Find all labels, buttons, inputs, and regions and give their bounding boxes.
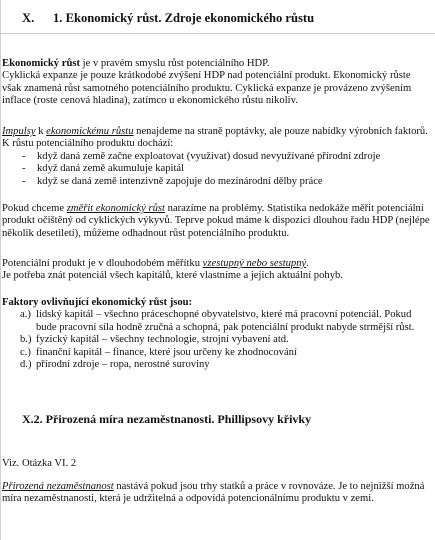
list-item <box>2 359 430 371</box>
list-item-text: lidský kapitál – všechno práceschopné obyvatelstvo, které má pracovní potenciál. Pokud bude pracovní síla hodně zručná a schopná, pak potenciální produkt nabyde strmější růst. <box>36 309 415 333</box>
natural-paragraph <box>2 481 430 506</box>
definition-text: je v pravém smyslu růst potenciálního HDP. <box>80 58 270 69</box>
section-heading-2: X.2. Přirozená míra nezaměstnanosti. Phillipsovy křivky <box>22 412 312 426</box>
measure-lead: Pokud chceme <box>2 203 67 214</box>
impulses-list <box>2 151 430 188</box>
list-item-text: přírodní zdroje – ropa, nerostné suroviny <box>36 359 210 371</box>
section-heading-1 <box>22 12 314 24</box>
list-item: - když daná země začne exploatovat (využívat) dosud nevyužívané přírodní zdroje <box>2 151 430 163</box>
list-item-text: fyzický kapitál – všechny technologie, strojní vybavení atd. <box>36 334 289 346</box>
list-item <box>2 309 430 334</box>
longrun-paragraph <box>2 258 430 283</box>
longrun-end: . <box>306 258 309 269</box>
list-item <box>2 334 430 346</box>
factors-list <box>2 309 430 371</box>
impulses-term: Impulsy <box>2 126 36 137</box>
reference-line: Viz. Otázka VI. 2 <box>2 458 77 469</box>
list-marker: a.) <box>20 309 31 321</box>
list-item-text: finanční kapitál – finance, které jsou určeny ke zhodnocování <box>36 346 297 358</box>
definition-term: Ekonomický růst <box>2 58 80 69</box>
measure-paragraph <box>2 203 430 240</box>
factors-section <box>2 297 430 371</box>
measure-text: narazíme na problémy. Statistika nedokáže měřit potenciální produkt očištěný od cyklických výkyvů. Teprve pokud máme k dispozici dlouhou řadu HDP (nejlépe několik desetiletí), můžeme odhadnout růst potenciálního produktu. <box>2 203 430 239</box>
longrun-lead: Potenciální produkt je v dlouhodobém měřítku <box>2 258 203 269</box>
longrun-detail: Je potřeba znát potenciál všech kapitálů, které vlastníme a jejich aktuální pohyb. <box>2 270 343 282</box>
heading-number: X. <box>22 11 35 25</box>
list-item: - když se daná země intenzivně zapojuje do mezinárodní dělby práce <box>2 176 430 188</box>
list-item: - když daná země akumuluje kapitál <box>2 163 430 175</box>
impulses-text: nenajdeme na straně poptávky, ale pouze nabídky výrobních faktorů. K růstu potenciálního produktu dochází: <box>2 126 428 150</box>
heading-divider <box>0 33 435 34</box>
impulses-joiner: k <box>35 126 47 137</box>
natural-term: Přirozená nezaměstnanost <box>2 481 114 492</box>
list-marker: c.) <box>20 346 31 358</box>
longrun-term: vzestupný nebo sestupný <box>202 258 307 269</box>
measure-term: změřit ekonomický růst <box>66 203 165 214</box>
definition-detail: Cyklická expanze je pouze krátkodobé zvýšení HDP nad potenciální produkt. Ekonomický růste však znamená růst samotného potenciálního produktu. Cyklická expanze je provázeno zvýšením inflace (roste cenová hladina), zatímco u ekonomického růstu nikoliv. <box>2 70 412 107</box>
heading-title: 1. Ekonomický růst. Zdroje ekonomického růstu <box>53 11 315 25</box>
natural-text: nastává pokud jsou trhy statků a práce v rovnováze. Je to nejnižší možná míra nezaměstnanosti, která je udržitelná a odpovídá potencionálnímu produktu v zemi. <box>2 481 425 505</box>
definition-paragraph <box>2 58 430 108</box>
left-margin-rule <box>0 0 1 540</box>
factors-title: Faktory ovlivňující ekonomický růst jsou: <box>2 297 193 308</box>
list-marker: d.) <box>20 359 32 371</box>
list-marker: b.) <box>20 334 32 346</box>
impulses-paragraph <box>2 126 430 188</box>
growth-term: ekonomickému růstu <box>46 126 134 137</box>
list-item <box>2 347 430 359</box>
